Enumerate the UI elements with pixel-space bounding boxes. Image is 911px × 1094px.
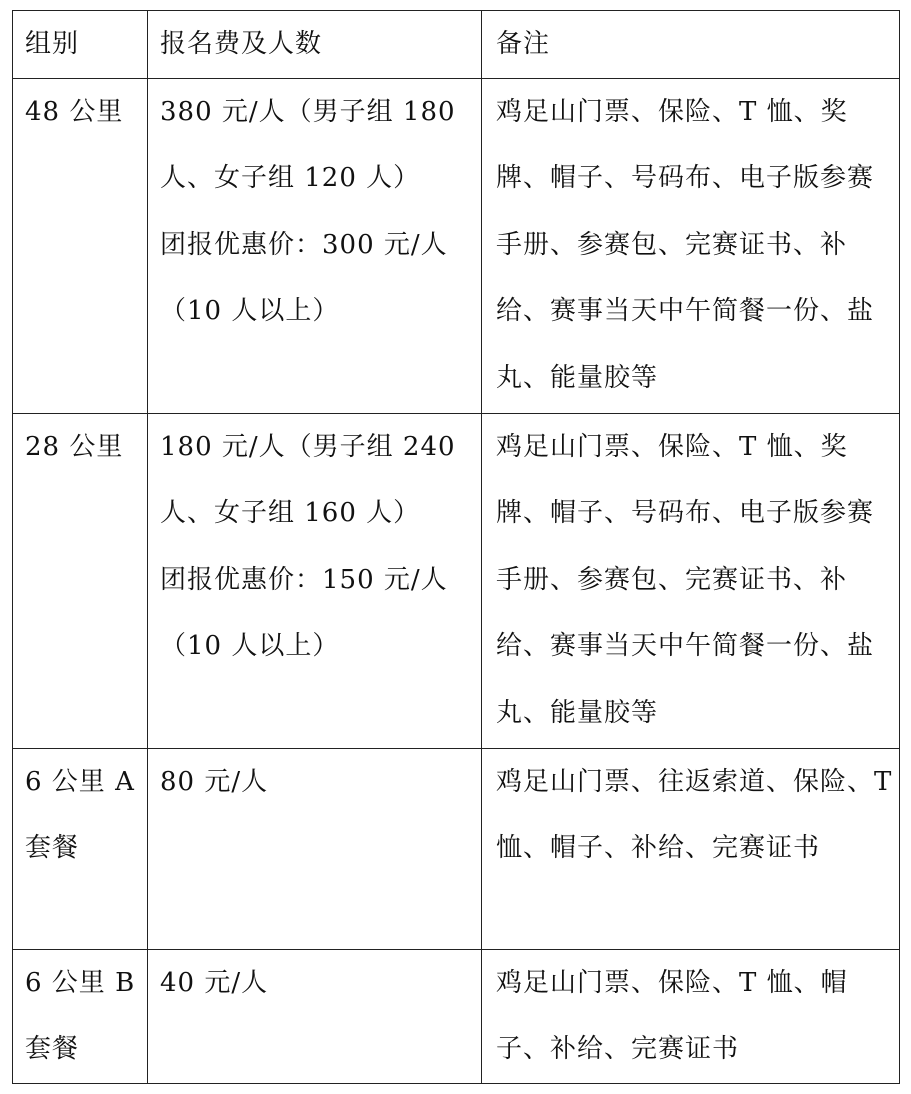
table-row (13, 413, 900, 748)
group-cell: 28 公里 (13, 413, 148, 748)
fee-line: 人、女子组 120 人） (160, 163, 421, 193)
table-row (13, 949, 900, 1083)
fee-line: （10 人以上） (160, 296, 340, 326)
group-cell: 6 公里 B 套餐 (13, 949, 148, 1083)
fee-line: 380 元/人（男子组 180 (160, 96, 456, 127)
fee-cell (148, 413, 482, 748)
table-row (13, 78, 900, 413)
registration-fee-table (12, 10, 900, 1084)
fee-cell (148, 78, 482, 413)
fee-line: 180 元/人（男子组 240 (160, 431, 456, 462)
fee-line: 40 元/人 (160, 967, 269, 998)
group-cell: 48 公里 (13, 78, 148, 413)
header-group: 组别 (13, 11, 148, 79)
notes-cell: 鸡足山门票、往返索道、保险、T 恤、帽子、补给、完赛证书 (482, 748, 900, 949)
fee-cell (148, 949, 482, 1083)
notes-cell: 鸡足山门票、保险、T 恤、帽子、补给、完赛证书 (482, 949, 900, 1083)
notes-cell: 鸡足山门票、保险、T 恤、奖牌、帽子、号码布、电子版参赛手册、参赛包、完赛证书、补给、赛事当天中午简餐一份、盐丸、能量胶等 (482, 78, 900, 413)
header-notes: 备注 (482, 11, 900, 79)
header-fee: 报名费及人数 (148, 11, 482, 79)
fee-line: 团报优惠价：300 元/人 (160, 229, 448, 260)
group-cell: 6 公里 A 套餐 (13, 748, 148, 949)
fee-line: 团报优惠价：150 元/人 (160, 564, 448, 595)
fee-cell (148, 748, 482, 949)
fee-line: 人、女子组 160 人） (160, 498, 421, 528)
fee-line: 80 元/人 (160, 766, 269, 797)
table-header-row (13, 11, 900, 79)
fee-line: （10 人以上） (160, 631, 340, 661)
notes-cell: 鸡足山门票、保险、T 恤、奖牌、帽子、号码布、电子版参赛手册、参赛包、完赛证书、补给、赛事当天中午简餐一份、盐丸、能量胶等 (482, 413, 900, 748)
table-row (13, 748, 900, 949)
